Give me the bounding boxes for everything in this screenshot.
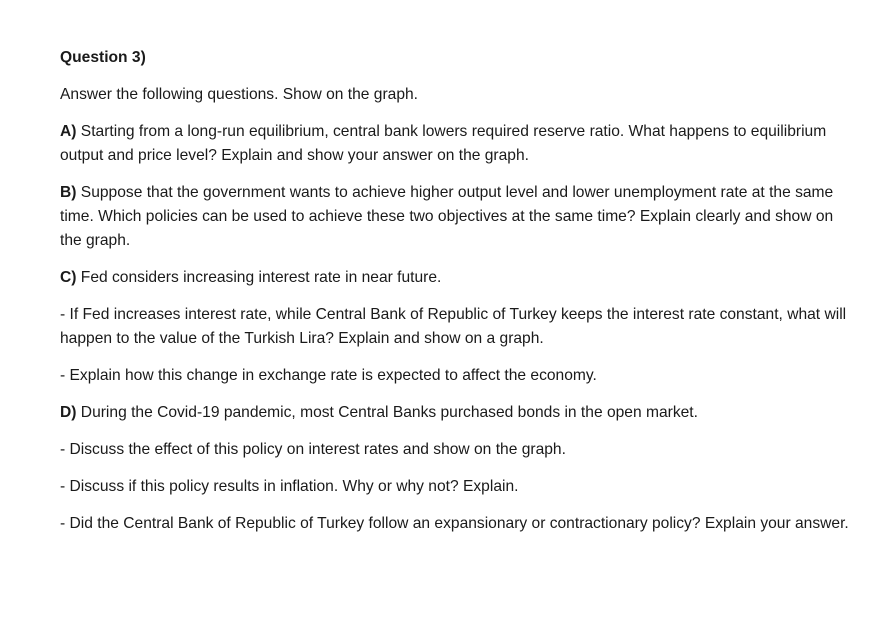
part-b-label: B) [60, 184, 77, 201]
part-d-bullet-2: - Discuss if this policy results in inflation. Why or why not? Explain. [60, 478, 519, 495]
part-c-bullet-2: - Explain how this change in exchange rate is expected to affect the economy. [60, 367, 597, 384]
part-b-text: Suppose that the government wants to achieve higher output level and lower unemployment rate at the same time. Which policies can be used to achieve these two objectives at the same time? Explain clearly and show on the graph. [60, 184, 834, 249]
question-intro: Answer the following questions. Show on the graph. [60, 86, 419, 103]
part-c [60, 266, 850, 290]
part-d-label: D) [60, 404, 77, 421]
part-b [60, 181, 850, 253]
part-d-text: During the Covid-19 pandemic, most Central Banks purchased bonds in the open market. [76, 404, 698, 421]
part-c-text: Fed considers increasing interest rate in near future. [76, 269, 442, 286]
part-d [60, 401, 850, 425]
part-c-bullet-1: - If Fed increases interest rate, while Central Bank of Republic of Turkey keeps the interest rate constant, what will happen to the value of the Turkish Lira? Explain and show on a graph. [60, 306, 847, 347]
part-d-bullet-3: - Did the Central Bank of Republic of Turkey follow an expansionary or contractionary policy? Explain your answer. [60, 515, 849, 532]
part-d-bullet-1: - Discuss the effect of this policy on interest rates and show on the graph. [60, 441, 566, 458]
part-c-label: C) [60, 269, 77, 286]
document-body [60, 46, 850, 549]
part-a-label: A) [60, 123, 77, 140]
part-a-text: Starting from a long-run equilibrium, central bank lowers required reserve ratio. What happens to equilibrium output and price level? Explain and show your answer on the graph. [60, 123, 827, 164]
part-a [60, 120, 850, 168]
question-title: Question 3) [60, 49, 146, 66]
